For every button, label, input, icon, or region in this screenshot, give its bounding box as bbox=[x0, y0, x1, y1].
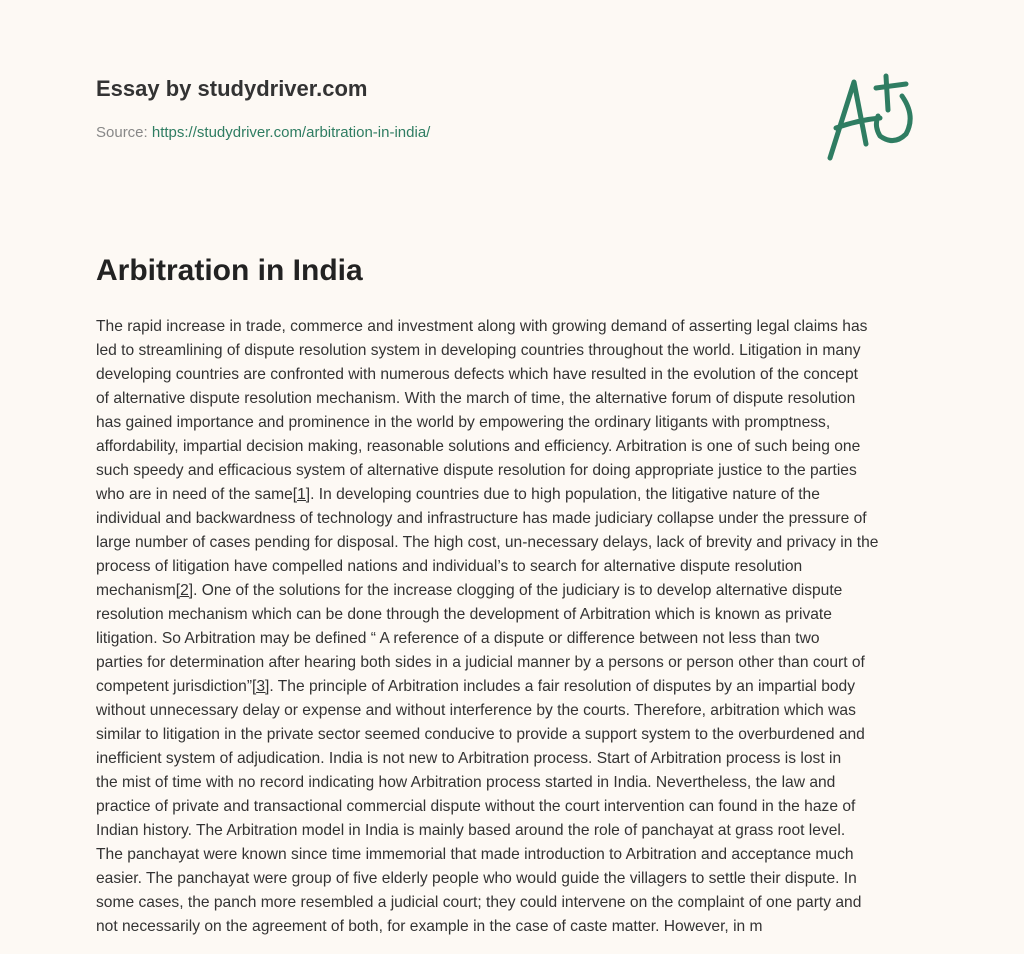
essay-line bbox=[96, 747, 936, 771]
line-text: led to streamlining of dispute resolution system in developing countries throughout the world. Litigation in many bbox=[96, 342, 861, 359]
line-text: Indian history. The Arbitration model in India is mainly based around the role of panchayat at grass root level. bbox=[96, 822, 846, 839]
essay-line bbox=[96, 699, 936, 723]
line-text: . One of the solutions for the increase clogging of the judiciary is to develop alternative dispute bbox=[193, 582, 843, 599]
essay-line bbox=[96, 339, 936, 363]
essay-body bbox=[96, 315, 936, 939]
line-text: similar to litigation in the private sector seemed conducive to provide a support system to the overburdened and bbox=[96, 726, 865, 743]
source-label: Source: bbox=[96, 124, 152, 141]
a-plus-logo-icon bbox=[818, 66, 928, 166]
essay-line bbox=[96, 675, 936, 699]
line-text: The panchayat were known since time immemorial that made introduction to Arbitration and acceptance much bbox=[96, 846, 854, 863]
essay-line bbox=[96, 363, 936, 387]
line-text: parties for determination after hearing both sides in a judicial manner by a persons or person other than court of bbox=[96, 654, 865, 671]
line-text: of alternative dispute resolution mechanism. With the march of time, the alternative forum of dispute resolution bbox=[96, 390, 856, 407]
essay-line bbox=[96, 843, 936, 867]
line-text: The rapid increase in trade, commerce and investment along with growing demand of asserting legal claims has bbox=[96, 318, 868, 335]
line-text: the mist of time with no record indicating how Arbitration process started in India. Nevertheless, the law and bbox=[96, 774, 836, 791]
essay-line bbox=[96, 891, 936, 915]
essay-line bbox=[96, 723, 936, 747]
essay-line bbox=[96, 867, 936, 891]
essay-line bbox=[96, 651, 936, 675]
essay-line bbox=[96, 315, 936, 339]
line-text: practice of private and transactional commercial dispute without the court intervention can found in the haze of bbox=[96, 798, 856, 815]
essay-line bbox=[96, 531, 936, 555]
line-text: has gained importance and prominence in the world by empowering the ordinary litigants with promptness, bbox=[96, 414, 831, 431]
essay-line bbox=[96, 411, 936, 435]
essay-line bbox=[96, 435, 936, 459]
line-text: resolution mechanism which can be done through the development of Arbitration which is known as private bbox=[96, 606, 832, 623]
line-text: . The principle of Arbitration includes a fair resolution of disputes by an impartial body bbox=[269, 678, 856, 695]
essay-line bbox=[96, 579, 936, 603]
line-text: easier. The panchayat were group of five elderly people who would guide the villagers to settle their dispute. In bbox=[96, 870, 857, 887]
line-text: affordability, impartial decision making, reasonable solutions and efficiency. Arbitration is one of such being one bbox=[96, 438, 861, 455]
line-text: . In developing countries due to high population, the litigative nature of the bbox=[310, 486, 820, 503]
essay-line bbox=[96, 795, 936, 819]
line-text: large number of cases pending for disposal. The high cost, un-necessary delays, lack of brevity and privacy in the bbox=[96, 534, 879, 551]
footnote-link[interactable]: [2] bbox=[175, 582, 194, 599]
essay-line bbox=[96, 771, 936, 795]
essay-line bbox=[96, 627, 936, 651]
line-text: inefficient system of adjudication. India is not new to Arbitration process. Start of Arbitration process is lost in bbox=[96, 750, 842, 767]
line-text: not necessarily on the agreement of both, for example in the case of caste matter. However, in m bbox=[96, 918, 763, 935]
line-text: mechanism bbox=[96, 582, 176, 599]
source-line bbox=[96, 124, 430, 141]
line-text: litigation. So Arbitration may be defined “ A reference of a dispute or difference between not less than two bbox=[96, 630, 820, 647]
site-brand: Essay by studydriver.com bbox=[96, 76, 368, 101]
line-text: developing countries are confronted with numerous defects which have resulted in the evolution of the concept bbox=[96, 366, 858, 383]
line-text: some cases, the panch more resembled a judicial court; they could intervene on the complaint of one party and bbox=[96, 894, 862, 911]
essay-title: Arbitration in India bbox=[96, 254, 363, 287]
essay-line bbox=[96, 915, 936, 939]
footnote-link[interactable]: [3] bbox=[252, 678, 270, 695]
line-text: individual and backwardness of technology and infrastructure has made judiciary collapse under the pressure of bbox=[96, 510, 867, 527]
essay-line bbox=[96, 555, 936, 579]
footnote-link[interactable]: [1] bbox=[292, 486, 311, 503]
line-text: who are in need of the same bbox=[96, 486, 293, 503]
line-text: competent jurisdiction” bbox=[96, 678, 253, 695]
essay-line bbox=[96, 483, 936, 507]
essay-line bbox=[96, 507, 936, 531]
line-text: without unnecessary delay or expense and without interference by the courts. Therefore, arbitration which was bbox=[96, 702, 856, 719]
essay-line bbox=[96, 603, 936, 627]
essay-line bbox=[96, 387, 936, 411]
source-link[interactable]: https://studydriver.com/arbitration-in-india/ bbox=[151, 124, 431, 141]
line-text: such speedy and efficacious system of alternative dispute resolution for doing appropriate justice to the parties bbox=[96, 462, 857, 479]
essay-line bbox=[96, 459, 936, 483]
essay-line bbox=[96, 819, 936, 843]
line-text: process of litigation have compelled nations and individual’s to search for alternative dispute resolution bbox=[96, 558, 803, 575]
